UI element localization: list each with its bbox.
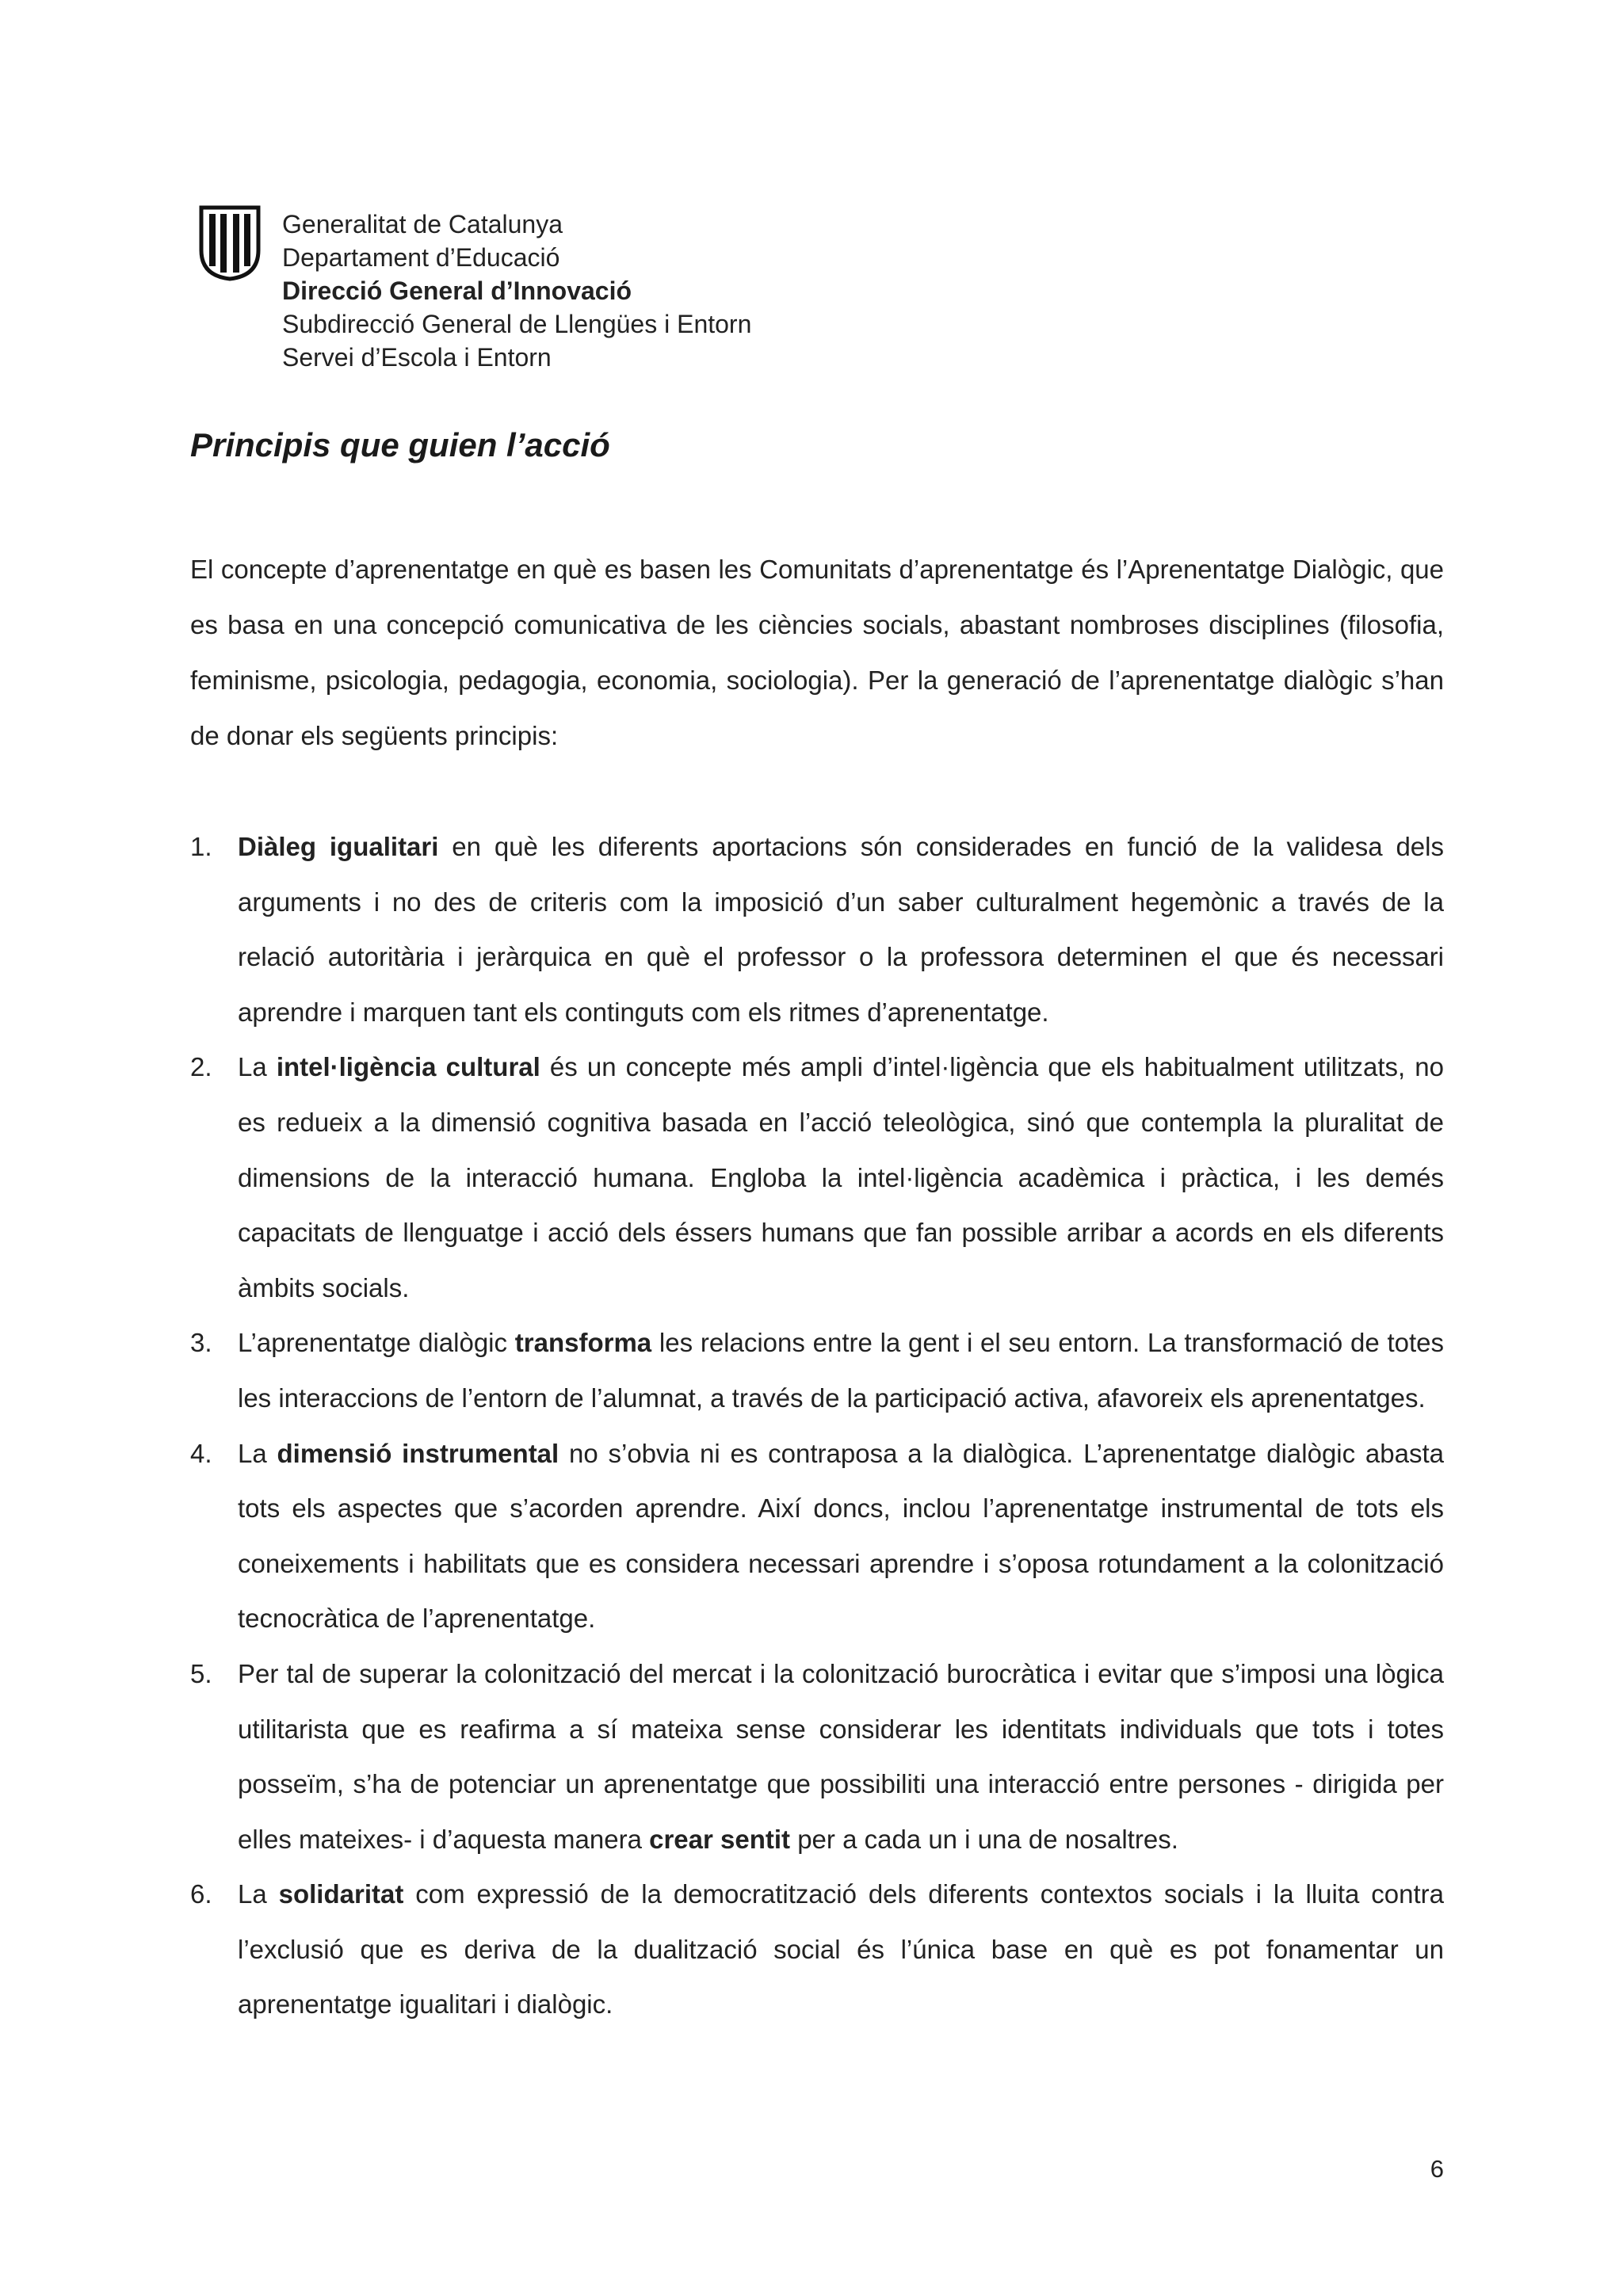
generalitat-logo-icon [198, 203, 262, 282]
item-text-after: en què les diferents aportacions són considerades en funció de la validesa dels arguments i no des de criteris com la imposició d’un saber culturalment hegemònic a través de la relació autoritària i jeràrquica en què el professor o la professora determinen el que és necessari aprendre i marquen tant els continguts com els ritmes d’aprenentatge. [238, 832, 1444, 1027]
organization-lines [282, 208, 751, 374]
principle-item [190, 1315, 1444, 1425]
directorate-name: Direcció General d’Innovació [282, 277, 632, 305]
item-text-after: és un concepte més ampli d’intel·ligència que els habitualment utilitzats, no es redueix a la dimensió cognitiva basada en l’acció teleològica, sinó que contempla la pluralitat de dimensions de la interacció humana. Engloba la intel·ligència acadèmica i pràctica, i les demés capacitats de llenguatge i acció dels éssers humans que fan possible arribar a acords en els diferents àmbits socials. [238, 1052, 1444, 1302]
item-number: 4. [190, 1438, 212, 1468]
item-text-before: La [238, 1879, 279, 1909]
item-keyword: crear sentit [649, 1824, 791, 1854]
department-name: Departament d’Educació [282, 243, 560, 272]
item-text-before: La [238, 1438, 277, 1468]
subdirectorate-name: Subdirecció General de Llengües i Entorn [282, 310, 752, 338]
item-keyword: solidaritat [278, 1879, 404, 1909]
principles-list [190, 819, 1444, 2032]
item-text-before: La [238, 1052, 277, 1082]
item-text-after: com expressió de la democratització dels diferents contextos socials i la lluita contra l’exclusió que es deriva de la dualització social és l’única base en què es pot fonamentar un aprenentatge igualitari i dialògic. [238, 1879, 1444, 2019]
section-title: Principis que guien l’acció [190, 426, 610, 463]
principle-item [190, 1646, 1444, 1867]
item-number: 5. [190, 1658, 212, 1688]
item-number: 3. [190, 1328, 212, 1358]
item-text-after: les relacions entre la gent i el seu entorn. La transformació de totes les interaccions de l’entorn de l’alumnat, a través de la participació activa, afavoreix els aprenentatges. [238, 1328, 1444, 1413]
page-number: 6 [1430, 2155, 1444, 2183]
item-number: 2. [190, 1052, 212, 1082]
item-keyword: intel·ligència cultural [276, 1052, 540, 1082]
item-keyword: dimensió instrumental [277, 1438, 559, 1468]
service-name: Servei d’Escola i Entorn [282, 343, 552, 372]
principle-item [190, 1426, 1444, 1646]
item-text-before: L’aprenentatge dialògic [238, 1328, 515, 1358]
item-number: 6. [190, 1879, 212, 1909]
item-text-after: no s’obvia ni es contraposa a la dialògica. L’aprenentatge dialògic abasta tots els aspectes que s’acorden aprendre. Així doncs, inclou l’aprenentatge instrumental de tots els coneixements i habilitats que es considera necessari aprendre i s’oposa rotundament a la colonització tecnocràtica de l’aprenentatge. [238, 1438, 1445, 1634]
principle-item [190, 819, 1444, 1039]
item-number: 1. [190, 832, 212, 861]
item-text-before: Per tal de superar la colonització del mercat i la colonització burocràtica i evitar que s’imposi una lògica utilitarista que es reafirma a sí mateixa sense considerar les identitats individuals que tots i totes posseïm, s’ha de potenciar un aprenentatge que possibiliti una interacció entre persones - dirigida per elles mateixes- i d’aquesta manera [238, 1658, 1444, 1854]
principle-item [190, 1867, 1444, 2032]
item-text-after: per a cada un i una de nosaltres. [790, 1824, 1178, 1854]
org-name: Generalitat de Catalunya [282, 210, 563, 238]
item-keyword: transforma [514, 1328, 652, 1358]
principle-item [190, 1039, 1444, 1315]
intro-paragraph: El concepte d’aprenentatge en què es basen les Comunitats d’aprenentatge és l’Aprenentatge Dialògic, que es basa en una concepció comunicativa de les ciències socials, abastant nombroses disciplines (filosofia, feminisme, psicologia, pedagogia, economia, sociologia). Per la generació de l’aprenentatge dialògic s’han de donar els següents principis: [190, 555, 1444, 750]
item-keyword: Diàleg igualitari [238, 832, 439, 861]
